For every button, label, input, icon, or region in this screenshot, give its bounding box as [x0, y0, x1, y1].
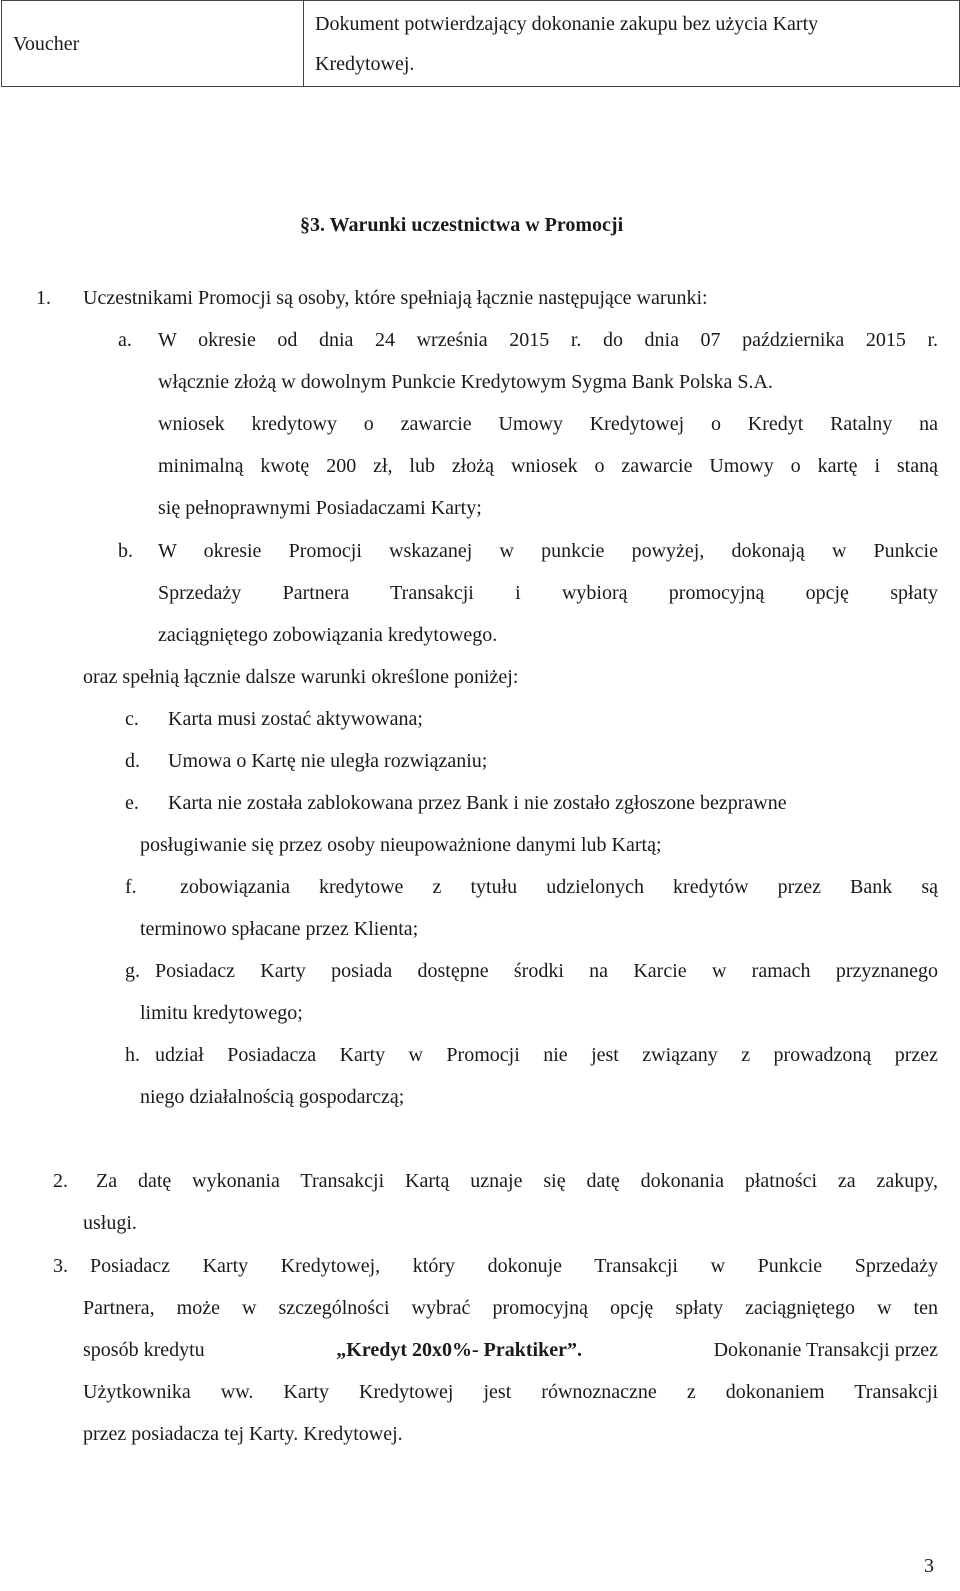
- item-e-line2: posługiwanie się przez osoby nieupoważnione danymi lub Kartą;: [140, 834, 662, 856]
- item-b-line3: zaciągniętego zobowiązania kredytowego.: [158, 624, 498, 646]
- item-3-line3: [83, 1339, 938, 1362]
- definition-description: [304, 1, 960, 87]
- item-3-line1: Posiadacz Karty Kredytowej, który dokonuje Transakcji w Punkcie Sprzedaży: [90, 1255, 938, 1277]
- conditions-intro: oraz spełnią łącznie dalsze warunki określone poniżej:: [83, 666, 519, 688]
- item-c-text: Karta musi zostać aktywowana;: [168, 708, 423, 730]
- page-number: 3: [924, 1555, 934, 1577]
- item-2-line2: usługi.: [83, 1212, 137, 1234]
- item-b-line1: W okresie Promocji wskazanej w punkcie powyżej, dokonają w Punkcie: [158, 540, 938, 562]
- definition-desc-line2: Kredytowej.: [315, 52, 415, 75]
- item-f-line2: terminowo spłacane przez Klienta;: [140, 918, 419, 940]
- item-b-label: b.: [118, 540, 133, 562]
- item-d-text: Umowa o Kartę nie uległa rozwiązaniu;: [168, 750, 488, 772]
- item-e-label: e.: [125, 792, 139, 814]
- item-a-line3: wniosek kredytowy o zawarcie Umowy Kredytowej o Kredyt Ratalny na: [158, 413, 938, 435]
- definition-term: Voucher: [2, 1, 304, 87]
- promo-name: „Kredyt 20x0%- Praktiker”.: [336, 1339, 582, 1361]
- item-d-label: d.: [125, 750, 140, 772]
- item-f-line1: zobowiązania kredytowe z tytułu udzielonych kredytów przez Bank są: [180, 876, 938, 898]
- item-3-line3-pre: sposób kredytu: [83, 1339, 205, 1361]
- item-f-label: f.: [125, 876, 137, 898]
- item-h-line1: udział Posiadacza Karty w Promocji nie jest związany z prowadzoną przez: [155, 1044, 938, 1066]
- item-b-line2: Sprzedaży Partnera Transakcji i wybiorą promocyjną opcję spłaty: [158, 582, 938, 604]
- item-g-line1: Posiadacz Karty posiada dostępne środki na Karcie w ramach przyznanego: [155, 960, 938, 982]
- item-a-line4: minimalną kwotę 200 zł, lub złożą wniosek o zawarcie Umowy o kartę i staną: [158, 455, 938, 477]
- item-3-line4: Użytkownika ww. Karty Kredytowej jest równoznaczne z dokonaniem Transakcji: [83, 1381, 938, 1403]
- item-a-line2: włącznie złożą w dowolnym Punkcie Kredytowym Sygma Bank Polska S.A.: [158, 371, 773, 393]
- definition-desc-line1: Dokument potwierdzający dokonanie zakupu bez użycia Karty: [315, 12, 819, 35]
- item-a-line1: W okresie od dnia 24 września 2015 r. do dnia 07 października 2015 r.: [158, 329, 938, 351]
- item-3-line5: przez posiadacza tej Karty. Kredytowej.: [83, 1423, 403, 1445]
- item-g-line2: limitu kredytowego;: [140, 1002, 303, 1024]
- item-1-number: 1.: [36, 287, 51, 309]
- item-2-line1: Za datę wykonania Transakcji Kartą uznaje się datę dokonania płatności za zakupy,: [96, 1170, 938, 1192]
- item-2-number: 2.: [53, 1170, 68, 1192]
- item-a-line5: się pełnoprawnymi Posiadaczami Karty;: [158, 497, 482, 519]
- section-title: §3. Warunki uczestnictwa w Promocji: [300, 214, 624, 236]
- item-h-line2: niego działalnością gospodarczą;: [140, 1086, 405, 1108]
- item-h-label: h.: [125, 1044, 140, 1066]
- item-c-label: c.: [125, 708, 139, 730]
- item-3-line2: Partnera, może w szczególności wybrać promocyjną opcję spłaty zaciągniętego w ten: [83, 1297, 938, 1319]
- item-1-text: Uczestnikami Promocji są osoby, które spełniają łącznie następujące warunki:: [83, 287, 708, 309]
- item-3-line3-post: Dokonanie Transakcji przez: [713, 1339, 938, 1361]
- item-e-line1: Karta nie została zablokowana przez Bank i nie zostało zgłoszone bezprawne: [168, 792, 787, 814]
- item-a-label: a.: [118, 329, 132, 351]
- item-g-label: g.: [125, 960, 140, 982]
- definition-table: [1, 0, 960, 87]
- item-3-number: 3.: [53, 1255, 68, 1277]
